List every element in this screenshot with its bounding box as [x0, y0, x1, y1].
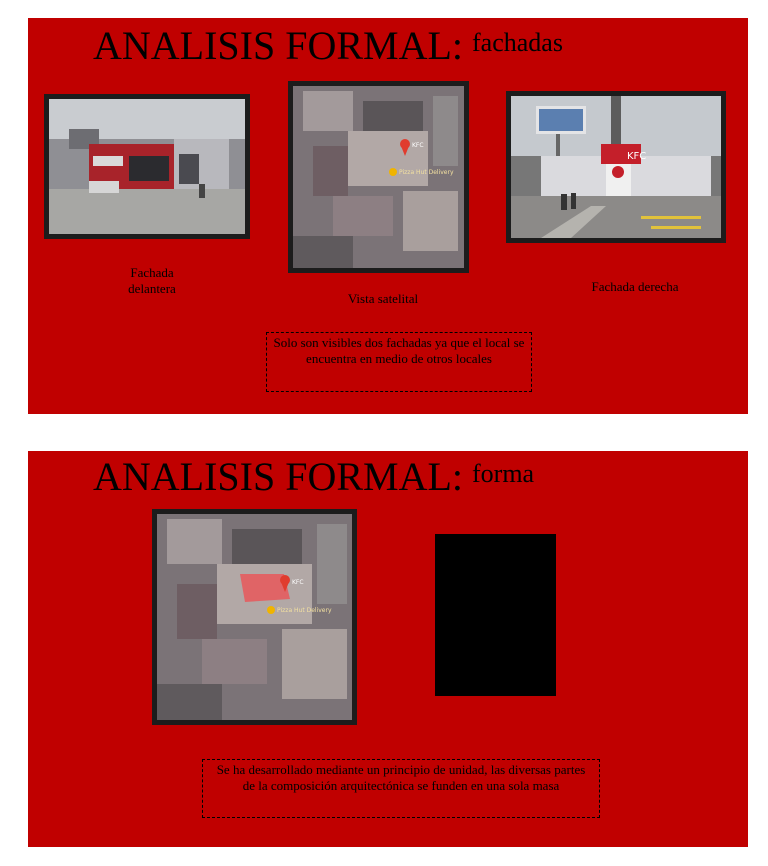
map-pin-label: KFC [412, 142, 424, 149]
slide-subtitle: forma [472, 459, 535, 488]
slide-subtitle: fachadas [472, 28, 563, 57]
slide-title: ANALISIS FORMAL: [93, 23, 464, 68]
right-facade-photo [506, 91, 726, 243]
note-box: Se ha desarrollado mediante un principio de unidad, las diversas partes de la composición arquitectónica se funden en una sola masa [202, 759, 600, 818]
front-facade-caption: Fachada delantera [128, 265, 176, 297]
map-poi-label: Pizza Hut Delivery [399, 169, 454, 176]
storefront-sign: KFC [627, 151, 647, 162]
right-facade-caption: Fachada derecha [591, 279, 679, 294]
slide-fachadas [28, 18, 748, 414]
map-pin-label: KFC [292, 579, 304, 586]
satellite-shape-photo [152, 509, 357, 725]
front-facade-photo [44, 94, 250, 239]
slide-title: ANALISIS FORMAL: [93, 454, 464, 499]
note-box: Solo son visibles dos fachadas ya que el local se encuentra en medio de otros locales [266, 332, 532, 392]
map-poi-label: Pizza Hut Delivery [277, 607, 332, 614]
satellite-view-photo [288, 81, 469, 273]
building-mass-shape [435, 534, 556, 696]
slide-forma [28, 451, 748, 847]
satellite-caption: Vista satelital [347, 291, 419, 306]
